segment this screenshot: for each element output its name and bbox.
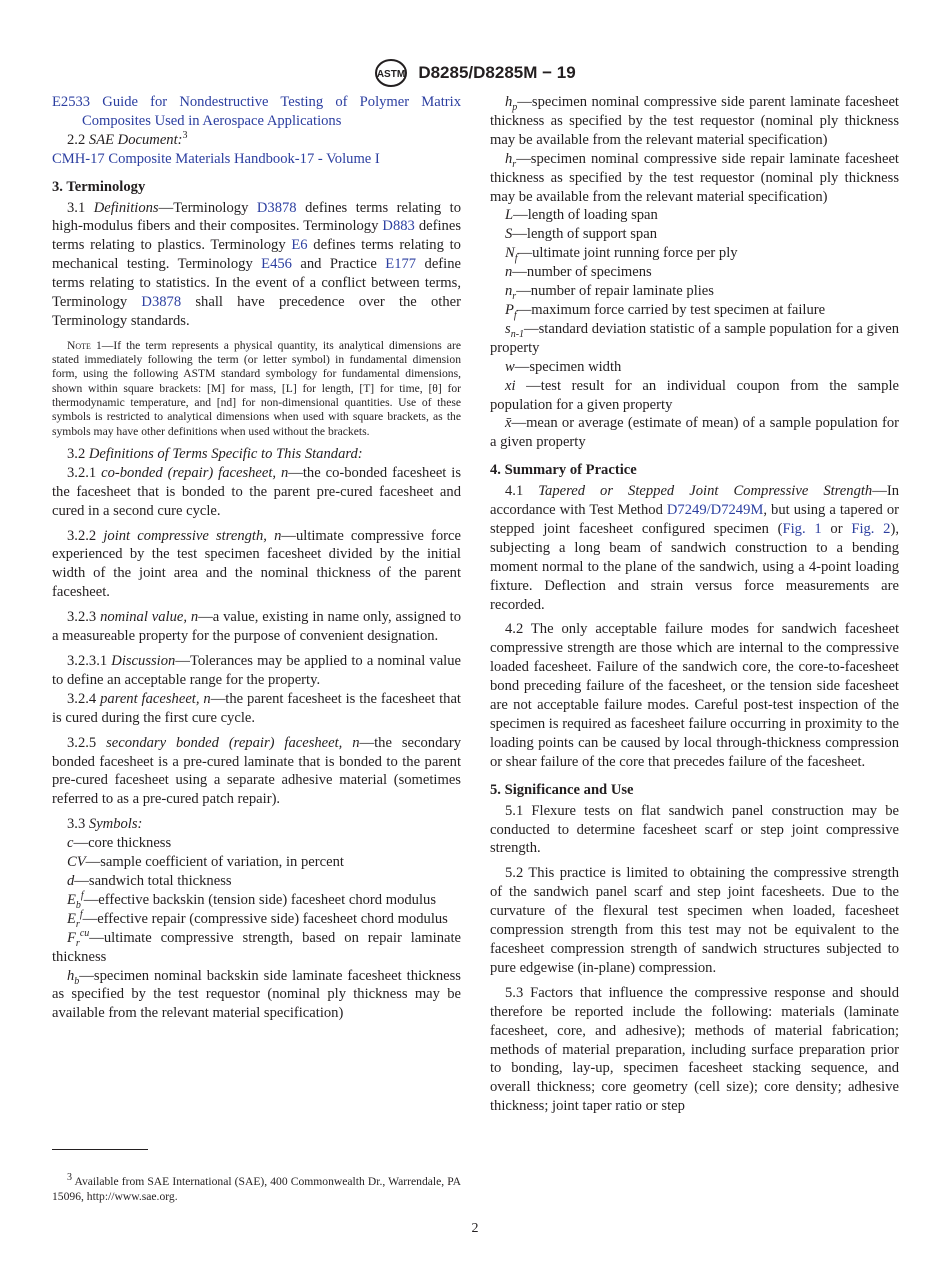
symbol-w: w—specimen width bbox=[505, 358, 622, 375]
ref-e6-link[interactable]: E6 bbox=[291, 237, 308, 254]
symbol-fr: $F_r^{cu}—ultimate$ compressive strength, based on repair laminate thickness bbox=[52, 927, 461, 965]
symbol-er: $E_r^f—effective$ repair (compressive side) facesheet chord modulus bbox=[67, 908, 448, 930]
ref-d883-link[interactable]: D883 bbox=[382, 218, 415, 235]
para-3-2-3: 3.2.3 nominal value, n—a value, existing in name only, assigned to a measureable property for the purpose of convenient designation. bbox=[52, 609, 461, 645]
fig-2-link[interactable]: Fig. 2 bbox=[851, 520, 891, 537]
ref-cmh17-title[interactable]: Composite Materials Handbook-17 - Volume I bbox=[108, 150, 380, 167]
ref-d3878-link[interactable]: D3878 bbox=[256, 199, 297, 216]
section-4-heading: 4. Summary of Practice bbox=[490, 462, 637, 479]
left-column bbox=[52, 93, 461, 1023]
sae-document-heading: 2.2 SAE Document:$^3$ bbox=[67, 129, 188, 148]
ref-e456-link[interactable]: E456 bbox=[261, 256, 292, 273]
para-3-2-2: 3.2.2 joint compressive strength, n—ultimate compressive force experienced by the test specimen facesheet divided by the initial width of the joint area and the nominal thickness of the parent facesheet. bbox=[52, 527, 461, 601]
para-5-2: 5.2 This practice is limited to obtaining the compressive strength of the sandwich panel scarf and step joint facesheets. Due to the curvature of the flexural test specimen when loaded, facesheet compression strength from this test may not be equivalent to the facesheet compression strength of sandwich structures subjected to pure edgewise (in-plane) compression. bbox=[490, 865, 899, 976]
symbol-S: S—length of support span bbox=[505, 226, 658, 243]
reference-e2533 bbox=[52, 93, 461, 131]
footnote-divider bbox=[52, 1149, 148, 1150]
footnote-3: $^3$ Available from SAE International (SAE), 400 Commonwealth Dr., Warrendale, PA 15096, http://www.sae.org. bbox=[52, 1171, 461, 1203]
para-5-3: 5.3 Factors that influence the compressive response and should therefore be reported include the following: materials (laminate facesheet, core, and adhesive); methods of material fabrication; methods of material preparation, including surface preparation prior to bonding, lay-up, specimen facesheet stacking sequence, and overall thickness; core geometry (cell size); core density; adhesive thickness; joint taper ratio or step bbox=[490, 984, 899, 1115]
svg-text:ASTM: ASTM bbox=[377, 69, 406, 80]
ref-e2533-link[interactable]: E2533 bbox=[52, 94, 91, 110]
symbol-xbar: x̄—mean or average (estimate of mean) of a sample population for a given property bbox=[490, 415, 899, 451]
para-3-1: 3.1 Definitions—Terminology D3878 defines terms relating to high-modulus fibers and their composites. Terminology D883 defines terms relating to plastics. Terminology E6 defines terms relating to mechanical testing. Terminology E456 and Practice E177 define terms relating to statistics. In the event of a conflict between terms, Terminology D3878 shall have precedence over the other Terminology standards. bbox=[52, 199, 462, 329]
ref-e2533-title[interactable]: Guide for Nondestructive Testing of Polymer Matrix Composites Used in Aerospace Applications bbox=[82, 94, 461, 129]
symbol-eb: $E_b^f—effective$ backskin (tension side) facesheet chord modulus bbox=[67, 890, 436, 911]
symbol-nr: $n_r—number$ of repair laminate plies bbox=[505, 283, 714, 302]
para-4-2: 4.2 The only acceptable failure modes for sandwich facesheet compressive strength are those which are internal to the compressive loaded facesheet. Failure of the sandwich core, the core-to-facesheet bond preceding failure of the facesheet, or the tension side facesheet are not acceptable failure modes. Careful post-test inspection of the specimen is required as facesheet failure occurring in proximity to the loading points can be caused by local through-thickness compression or shear failure of the core that precedes failure of the facesheet. bbox=[490, 621, 899, 770]
symbol-L: L—length of loading span bbox=[505, 207, 658, 224]
para-3-2-1: 3.2.1 co-bonded (repair) facesheet, n—the co-bonded facesheet is the facesheet that is bonded to the parent pre-cured facesheet and cured in a second cure cycle. bbox=[52, 464, 461, 519]
astm-logo-icon bbox=[374, 58, 408, 88]
symbol-hb: $h_b—specimen$ nominal backskin side laminate facesheet thickness as specified by the test requestor (nominal ply thickness may be available from the relevant material specification) bbox=[52, 967, 461, 1022]
section-5-heading: 5. Significance and Use bbox=[490, 781, 634, 798]
section-3-heading: 3. Terminology bbox=[52, 178, 146, 195]
note-1: Note 1—If the term represents a physical quantity, its analytical dimensions are stated immediately following the term (or letter symbol) in fundamental dimension form, using the following ASTM standard symbology for fundamental dimensions, shown within square brackets: [M] for mass, [L] for length, [T] for time, [θ] for thermodynamic temperature, and [nd] for non-dimensional quantities. Use of these symbols is restricted to analytical dimensions when used with square brackets, as the symbols may have other definitions when used without the brackets. bbox=[52, 338, 461, 438]
ref-cmh17-link[interactable]: CMH-17 bbox=[52, 150, 105, 167]
para-4-1: 4.1 Tapered or Stepped Joint Compressive Strength—In accordance with Test Method D7249/D7249M, but using a tapered or stepped joint facesheet configured specimen (Fig. 1 or Fig. 2), subjecting a long beam of sandwich construction to a bending moment normal to the plane of the sandwich, using a 4-point loading fixture. Deflection and strain versus force measurements are recorded. bbox=[490, 483, 899, 613]
symbol-xi: xi —test result for an individual coupon from the sample population for a given property bbox=[490, 377, 899, 413]
para-5-1: 5.1 Flexure tests on flat sandwich panel construction may be conducted to determine facesheet scarf or step joint compressive strength. bbox=[490, 802, 899, 857]
ref-d7249-link[interactable]: D7249/D7249M bbox=[666, 502, 764, 519]
ref-d3878-link-2[interactable]: D3878 bbox=[141, 294, 182, 311]
para-3-2: 3.2 Definitions of Terms Specific to This Standard: bbox=[67, 445, 363, 462]
para-3-2-5: 3.2.5 secondary bonded (repair) facesheet, n—the secondary bonded facesheet is a pre-cured laminate that is bonded to the parent pre-cured facesheet using a separate adhesive material (sometimes referred to as a pre-cured patch repair). bbox=[52, 734, 462, 808]
symbol-d: d—sandwich total thickness bbox=[67, 872, 232, 889]
symbol-n: n—number of specimens bbox=[505, 264, 652, 281]
fig-1-link[interactable]: Fig. 1 bbox=[782, 520, 822, 537]
ref-e177-link[interactable]: E177 bbox=[385, 256, 417, 273]
para-3-2-4: 3.2.4 parent facesheet, n—the parent facesheet is the facesheet that is cured during the first cure cycle. bbox=[52, 690, 461, 726]
page-number: 2 bbox=[471, 1221, 479, 1236]
symbol-cv: CV—sample coefficient of variation, in percent bbox=[67, 854, 344, 871]
symbol-hp: $h_p—specimen$ nominal compressive side parent laminate facesheet thickness as specified by the test requestor (nominal ply thickness may be available from the relevant material specification) bbox=[490, 94, 899, 148]
reference-cmh17 bbox=[52, 150, 461, 169]
page-header bbox=[0, 58, 950, 88]
document-id: D8285/D8285M − 19 bbox=[418, 63, 576, 82]
symbol-sn: $s_{n-1}—standard$ deviation statistic of a sample population for a given property bbox=[490, 320, 899, 356]
para-3-2-3-1: 3.2.3.1 Discussion—Tolerances may be applied to a nominal value to define an acceptable range for the property. bbox=[52, 653, 462, 688]
right-column bbox=[490, 93, 899, 1116]
symbol-hr: $h_r—specimen$ nominal compressive side repair laminate facesheet thickness as specified by the test requestor (nominal ply thickness may be available from the relevant material specification) bbox=[490, 150, 899, 205]
symbol-c: c—core thickness bbox=[67, 835, 172, 852]
para-3-3: 3.3 Symbols: bbox=[67, 816, 143, 833]
symbol-nf: $N_f—ultimate$ joint running force per ply bbox=[505, 245, 738, 265]
symbol-pf: $P_f—maximum$ force carried by test specimen at failure bbox=[505, 301, 826, 321]
